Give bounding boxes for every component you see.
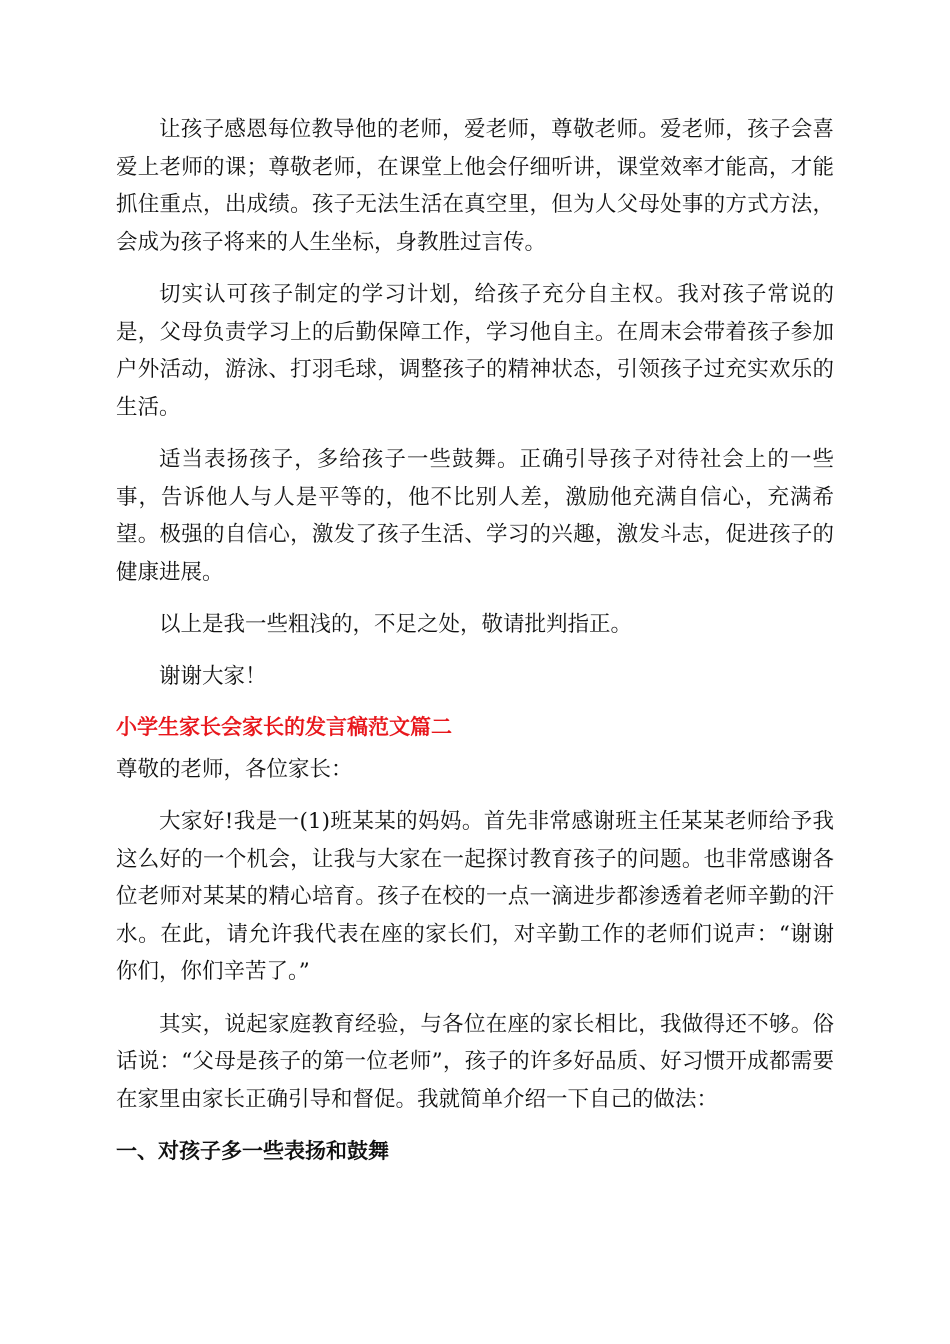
paragraph-introduction: 大家好!我是一(1)班某某的妈妈。首先非常感谢班主任某某老师给予我这么好的一个机会，让我与大家在一起探讨教育孩子的问题。也非常感谢各位老师对某某的精心培育。孩子在校的一点一滴进步都渗透着老师辛勤的汗水。在此，请允许我代表在座的家长们，对辛勤工作的老师们说声：“谢谢你们，你们辛苦了。” xyxy=(116,809,834,984)
paragraph-study-plan: 切实认可孩子制定的学习计划，给孩子充分自主权。我对孩子常说的是，父母负责学习上的后勤保障工作，学习他自主。在周末会带着孩子参加户外活动，游泳、打羽毛球，调整孩子的精神状态，引领孩子过充实欢乐的生活。 xyxy=(116,282,834,420)
document-page xyxy=(116,111,834,1171)
subheading-praise: 一、对孩子多一些表扬和鼓舞 xyxy=(116,1139,389,1163)
paragraph-closing-remark: 以上是我一些粗浅的，不足之处，敬请批判指正。 xyxy=(159,612,633,637)
paragraph-thanks: 谢谢大家！ xyxy=(159,663,267,689)
section-title: 小学生家长会家长的发言稿范文篇二 xyxy=(116,715,452,739)
paragraph-encouragement: 适当表扬孩子，多给孩子一些鼓舞。正确引导孩子对待社会上的一些事，告诉他人与人是平等的，他不比别人差，激励他充满自信心，充满希望。极强的自信心，激发了孩子生活、学习的兴趣，激发斗志，促进孩子的健康进展。 xyxy=(116,447,834,585)
paragraph-gratitude-teachers: 让孩子感恩每位教导他的老师，爱老师，尊敬老师。爱老师，孩子会喜爱上老师的课；尊敬老师，在课堂上他会仔细听讲，课堂效率才能高，才能抓住重点，出成绩。孩子无法生活在真空里，但为人父母处事的方式方法，会成为孩子将来的人生坐标，身教胜过言传。 xyxy=(116,117,834,255)
salutation: 尊敬的老师，各位家长： xyxy=(116,756,353,782)
paragraph-family-education: 其实，说起家庭教育经验，与各位在座的家长相比，我做得还不够。俗话说：“父母是孩子的第一位老师”，孩子的许多好品质、好习惯开成都需要在家里由家长正确引导和督促。我就简单介绍一下自己的做法： xyxy=(116,1011,834,1112)
